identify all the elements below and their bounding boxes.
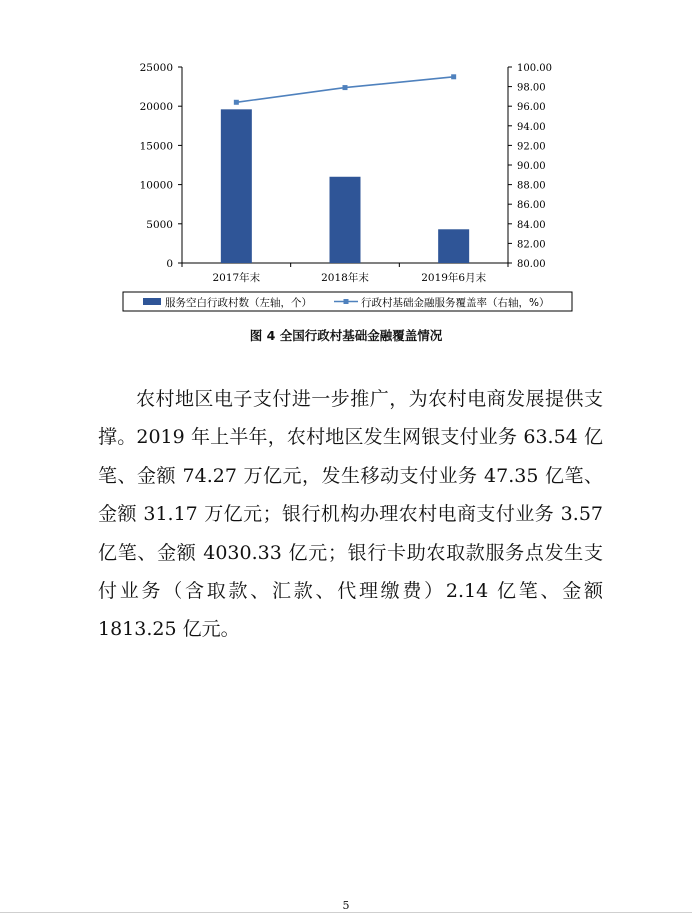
body-paragraph-block [98, 380, 603, 649]
right-axis-tick-label: 92.00 [517, 141, 546, 153]
right-axis-tick-label: 98.00 [517, 82, 546, 94]
page-bottom-rule [0, 912, 692, 913]
bar [221, 109, 252, 263]
x-axis-category-label: 2018年末 [321, 272, 369, 284]
right-axis-tick-label: 84.00 [517, 219, 546, 231]
right-axis-tick-label: 86.00 [517, 200, 546, 212]
x-axis-category-label: 2017年末 [212, 272, 261, 284]
bar [330, 177, 361, 263]
legend-line-marker [344, 299, 349, 304]
coverage-point [343, 85, 348, 90]
left-axis-tick-label: 5000 [146, 218, 173, 231]
right-axis-tick-label: 88.00 [517, 180, 546, 192]
right-axis-tick-label: 80.00 [517, 259, 546, 270]
body-paragraph: 农村地区电子支付进一步推广，为农村电商发展提供支撑。2019 年上半年，农村地区发生网银支付业务 63.54 亿笔、金额 74.27 万亿元，发生移动支付业务 47.35 亿笔、金额 31.17 万亿元；银行机构办理农村电商支付业务 3.57 亿笔、金额 4030.33 亿元；银行卡助农取款服务点发生支付业务（含取款、汇款、代理缴费）2.14 亿笔、金额 1813.25 亿元。 [98, 388, 603, 641]
right-axis-tick-label: 90.00 [517, 161, 546, 172]
coverage-point [234, 100, 239, 105]
x-axis-category-label: 2019年6月末 [421, 272, 487, 284]
page-number: 5 [342, 899, 350, 912]
coverage-point [451, 74, 456, 79]
figure-caption: 图 4 全国行政村基础金融覆盖情况 [249, 328, 443, 343]
right-axis-tick-label: 94.00 [517, 121, 546, 133]
left-axis-tick-label: 15000 [139, 140, 173, 153]
legend-bar-label: 服务空白行政村数（左轴，个） [165, 297, 312, 309]
right-axis-tick-label: 82.00 [517, 239, 546, 251]
legend-line-label: 行政村基础金融服务覆盖率（右轴，%） [361, 297, 550, 309]
right-axis-tick-label: 96.00 [517, 102, 546, 114]
left-axis-tick-label: 10000 [139, 179, 173, 192]
left-axis-tick-label: 0 [166, 258, 173, 270]
legend-bar-swatch [143, 298, 161, 305]
right-axis-tick-label: 100.00 [517, 63, 552, 74]
bar [438, 229, 469, 263]
left-axis-tick-label: 20000 [139, 101, 173, 114]
bar-line-chart [0, 0, 692, 320]
left-axis-tick-label: 25000 [139, 62, 173, 74]
